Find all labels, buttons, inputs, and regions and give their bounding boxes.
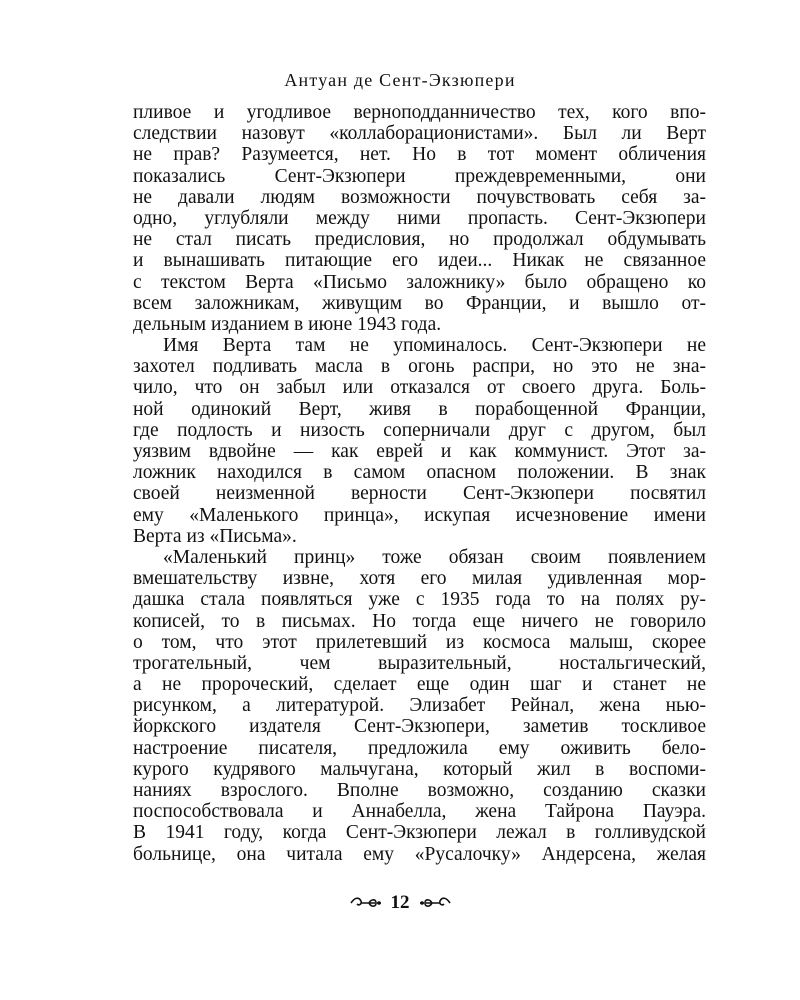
text-line: трогательный, чем выразительный, ностальгический, [133, 652, 706, 674]
text-line: о том, что этот прилетевший из космоса малыш, скорее [133, 631, 706, 653]
text-line: йоркского издателя Сент-Экзюпери, заметив тоскливое [133, 716, 706, 738]
text-line: Верта из «Письма». [133, 525, 297, 547]
text-line: больнице, она читала ему «Русалочку» Андерсена, желая [133, 843, 706, 865]
text-line: наниях взрослого. Вполне возможно, созданию сказки [133, 780, 706, 801]
text-line: уязвим вдвойне — как еврей и как коммунист. Этот за- [133, 441, 706, 462]
text-line: чило, что он забыл или отказался от своего друга. Боль- [133, 377, 706, 399]
right-ornament-icon [418, 895, 452, 911]
text-line: не давали людям возможности почувствовать себя за- [133, 186, 706, 208]
text-line: ложник находился в самом опасном положении. В знак [133, 462, 706, 484]
text-line: своей неизменной верности Сент-Экзюпери посвятил [133, 483, 706, 505]
text-line: настроение писателя, предложила ему оживить бело- [133, 737, 706, 759]
text-line: ной одинокий Верт, живя в порабощенной Франции, [133, 398, 706, 420]
text-line: ему «Маленького принца», искупая исчезновение имени [133, 504, 706, 526]
text-line: не стал писать предисловия, но продолжал обдумывать [133, 229, 706, 251]
text-line: не прав? Разумеется, нет. Но в тот момент обличения [133, 144, 706, 166]
text-line: показались Сент-Экзюпери преждевременными, они [133, 165, 706, 187]
text-line: дашка стала появляться уже с 1935 года то на полях ру- [133, 589, 706, 611]
text-line: и вынашивать питающие его идеи... Никак не связанное [133, 250, 706, 272]
text-line: захотел подливать масла в огонь распри, но это не зна- [133, 356, 706, 378]
text-line: с текстом Верта «Письмо заложнику» было обращено ко [133, 271, 706, 293]
left-ornament-icon [349, 895, 383, 911]
text-line: следствии назовут «коллаборационистами». Был ли Верт [133, 123, 706, 145]
text-line: одно, углубляли между ними пропасть. Сент-Экзюпери [133, 207, 706, 229]
text-line: дельным изданием в июне 1943 года. [133, 313, 442, 335]
text-line: всем заложникам, живущим во Франции, и вышло от- [133, 292, 706, 314]
running-head: Антуан де Сент-Экзюпери [284, 70, 516, 90]
text-line: В 1941 году, когда Сент-Экзюпери лежал в голливудской [133, 822, 706, 844]
body-text [133, 102, 706, 865]
text-line: курого кудрявого мальчугана, который жил в воспоми- [133, 758, 706, 780]
page-footer [0, 892, 800, 914]
text-line: Имя Верта там не упоминалось. Сент-Экзюпери не [163, 335, 706, 357]
text-line: а не пророческий, сделает еще один шаг и станет не [133, 674, 706, 696]
text-line: вмешательству извне, хотя его милая удивленная мор- [133, 568, 706, 590]
text-line: поспособствовала и Аннабелла, жена Тайрона Пауэра. [133, 801, 706, 823]
text-line: «Маленький принц» тоже обязан своим появлением [163, 546, 706, 568]
page-number: 12 [390, 892, 410, 913]
text-line: рисунком, а литературой. Элизабет Рейнал, жена нью- [133, 695, 706, 717]
text-line: пливое и угодливое верноподданничество тех, кого впо- [133, 102, 706, 123]
text-line: где подлость и низость соперничали друг с другом, был [133, 419, 706, 441]
text-line: кописей, то в письмах. Но тогда еще ничего не говорило [133, 610, 706, 632]
